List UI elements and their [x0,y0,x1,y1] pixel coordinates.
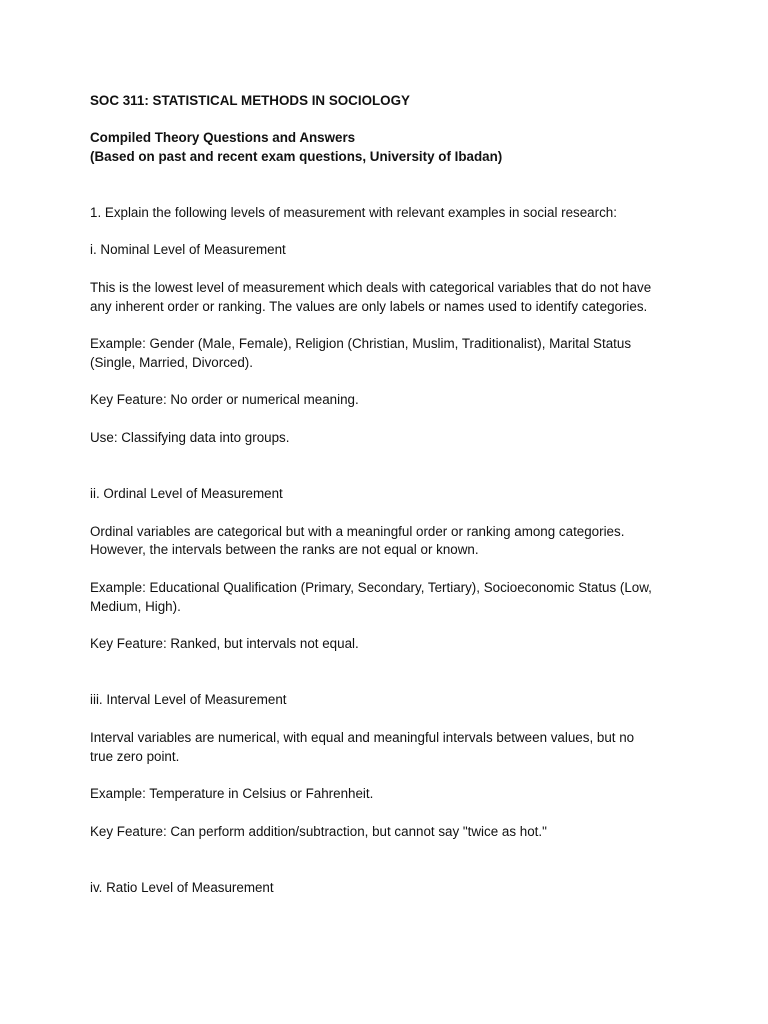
ratio-heading: iv. Ratio Level of Measurement [90,880,274,895]
interval-desc-line-1: Interval variables are numerical, with equal and meaningful intervals between values, but no [90,730,635,745]
ordinal-example-line-2: Medium, High). [90,599,181,614]
nominal-key-feature: Key Feature: No order or numerical meaning. [90,392,359,407]
nominal-use: Use: Classifying data into groups. [90,430,290,445]
ordinal-desc-line-1: Ordinal variables are categorical but with a meaningful order or ranking among categories. [90,524,625,539]
interval-key-feature: Key Feature: Can perform addition/subtraction, but cannot say "twice as hot." [90,824,547,839]
subtitle-line-1: Compiled Theory Questions and Answers [90,130,356,145]
interval-desc-line-2: true zero point. [90,749,180,764]
ordinal-key-feature: Key Feature: Ranked, but intervals not equal. [90,636,359,651]
ordinal-example-line-1: Example: Educational Qualification (Primary, Secondary, Tertiary), Socioeconomic Status (Low, [90,580,652,595]
subtitle-line-2: (Based on past and recent exam questions, University of Ibadan) [90,149,503,164]
nominal-desc-line-2: any inherent order or ranking. The values are only labels or names used to identify categories. [90,299,648,314]
nominal-heading: i. Nominal Level of Measurement [90,242,286,257]
course-title: SOC 311: STATISTICAL METHODS IN SOCIOLOGY [90,93,410,108]
nominal-desc-line-1: This is the lowest level of measurement which deals with categorical variables that do not have [90,280,652,295]
interval-example: Example: Temperature in Celsius or Fahrenheit. [90,786,374,801]
nominal-example-line-2: (Single, Married, Divorced). [90,355,253,370]
interval-heading: iii. Interval Level of Measurement [90,692,287,707]
nominal-example-line-1: Example: Gender (Male, Female), Religion (Christian, Muslim, Traditionalist), Marital Status [90,336,632,351]
ordinal-desc-line-2: However, the intervals between the ranks are not equal or known. [90,542,479,557]
ordinal-heading: ii. Ordinal Level of Measurement [90,486,283,501]
question-1: 1. Explain the following levels of measurement with relevant examples in social research: [90,205,617,220]
